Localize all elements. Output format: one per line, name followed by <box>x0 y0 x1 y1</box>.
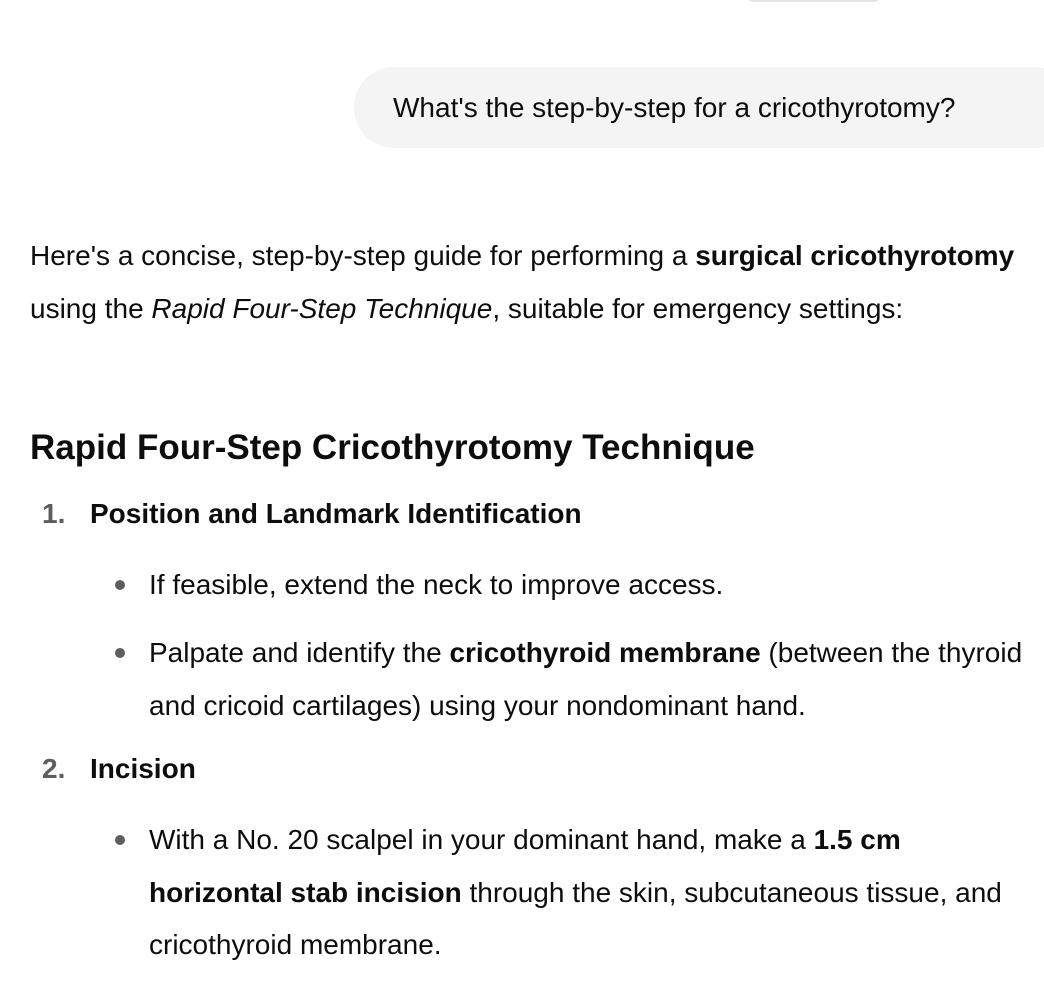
top-pill-button[interactable] <box>744 0 884 2</box>
step-2-number: 2. <box>42 753 66 784</box>
bullet-text: If feasible, extend the neck to improve access. <box>149 569 724 600</box>
intro-text-3: , suitable for emergency settings: <box>492 292 904 324</box>
intro-paragraph <box>30 230 1030 335</box>
bullet-dot-icon <box>115 648 125 658</box>
bullet-text-pre: With a No. 20 scalpel in your dominant hand, make a <box>149 824 814 855</box>
section-heading: Rapid Four-Step Cricothyrotomy Technique <box>30 428 755 467</box>
bullet-text-post: (between the thyroid and cricoid cartilages) using your nondominant hand. <box>149 637 1023 721</box>
intro-text-1: Here's a concise, step-by-step guide for performing a <box>30 240 696 271</box>
intro-italic-term: Rapid Four-Step Technique <box>151 292 493 324</box>
user-message-text: What's the step-by-step for a cricothyrotomy? <box>393 91 956 123</box>
bullet-text-post: through the skin, subcutaneous tissue, and cricothyroid membrane. <box>149 876 1002 960</box>
intro-text-2: using the <box>30 292 152 324</box>
bullet-dot-icon <box>115 580 125 590</box>
step-2-label: Incision <box>90 753 196 784</box>
user-message-bubble <box>354 67 1044 148</box>
step-1-bullet-1 <box>149 559 1029 612</box>
step-1-label: Position and Landmark Identification <box>90 498 582 529</box>
bullet-bold-term: 1.5 cm horizontal stab incision <box>149 824 901 908</box>
bullet-bold-term: cricothyroid membrane <box>449 637 761 668</box>
assistant-response <box>30 230 1030 960</box>
step-1-bullet-2 <box>149 627 1029 732</box>
step-1-number: 1. <box>42 498 66 529</box>
bullet-text-pre: Palpate and identify the <box>149 637 450 668</box>
intro-bold-term: surgical cricothyrotomy <box>695 240 1015 271</box>
bullet-dot-icon <box>115 835 125 845</box>
step-2-bullet-1 <box>149 814 1029 972</box>
